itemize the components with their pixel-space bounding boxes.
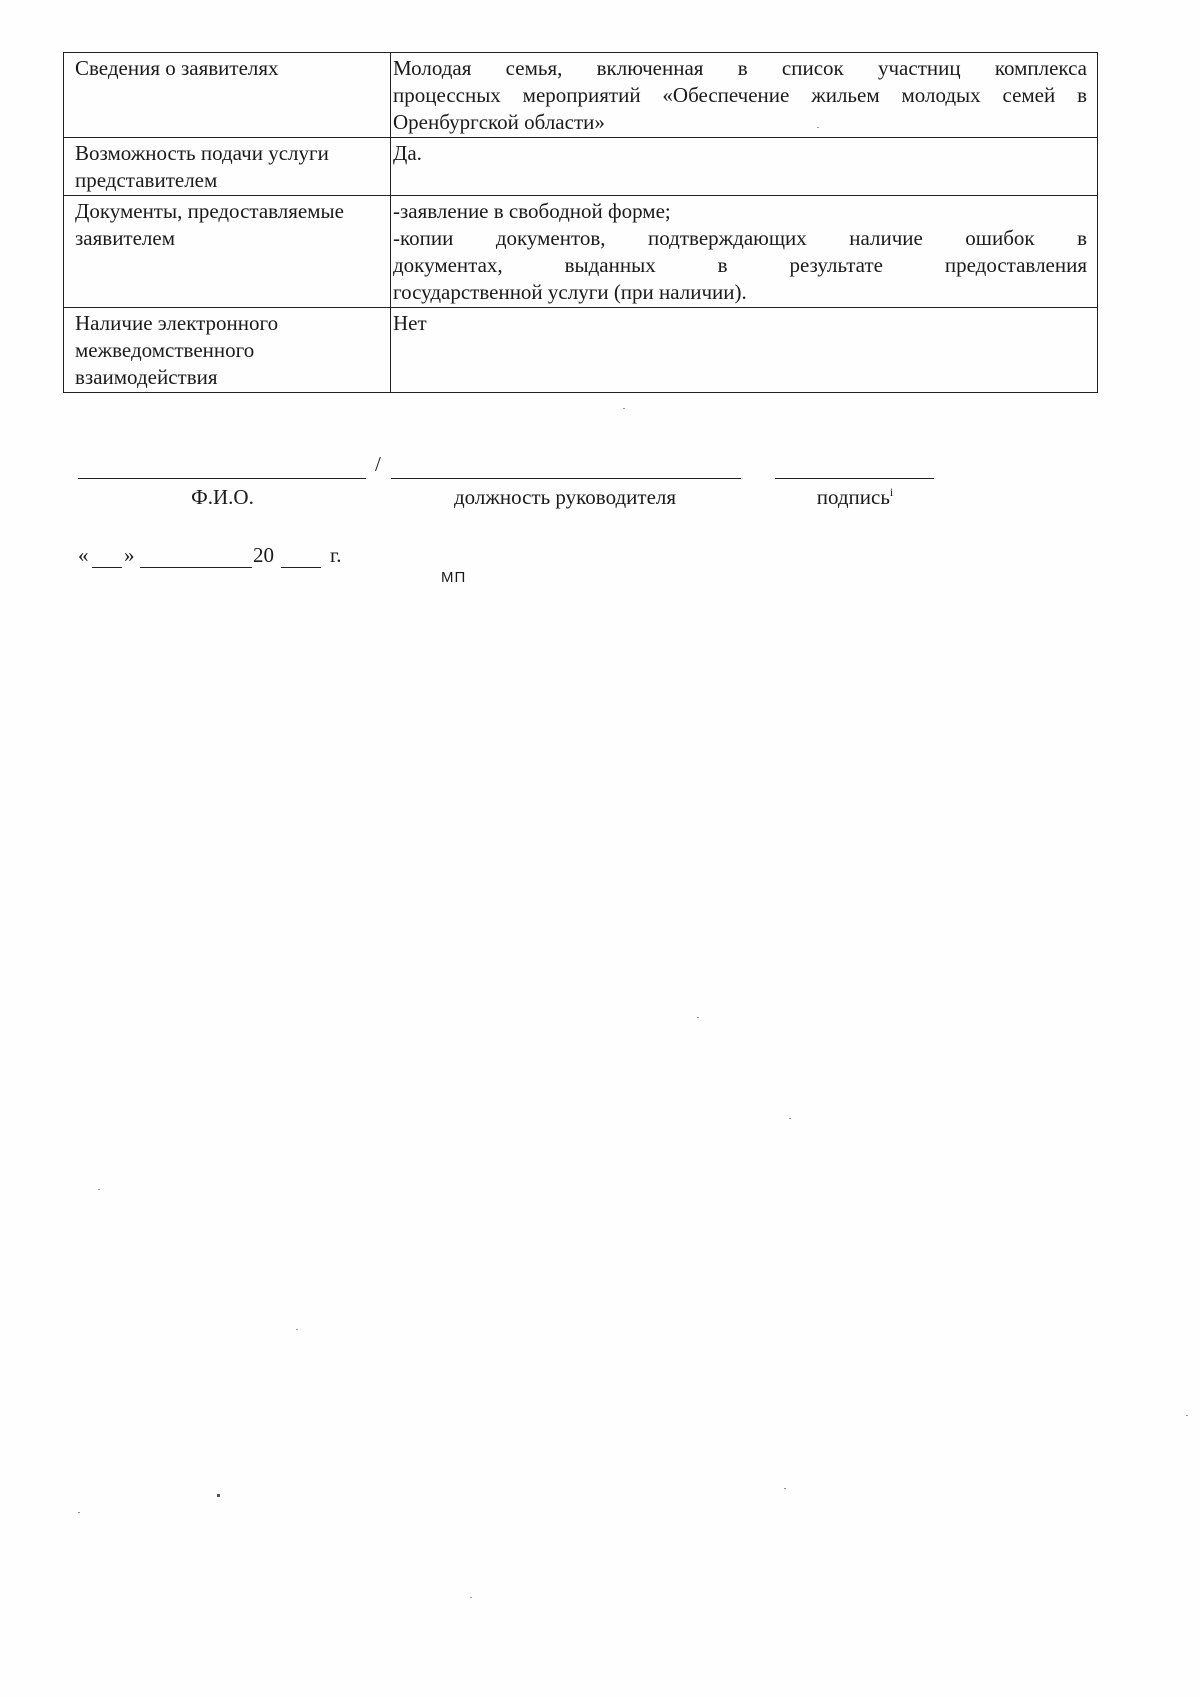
scan-speck xyxy=(623,408,625,409)
row-value xyxy=(391,53,1098,138)
row-value xyxy=(391,196,1098,308)
table-row xyxy=(64,196,1098,308)
value-line: Да. xyxy=(393,141,422,165)
stamp-place-label: МП xyxy=(441,569,467,586)
scan-speck xyxy=(217,1494,220,1497)
row-label: Сведения о заявителях xyxy=(64,53,391,138)
scan-speck xyxy=(470,1597,472,1598)
row-label: Наличие электронного межведомственного взаимодействия xyxy=(64,308,391,393)
signature-blank-line xyxy=(775,478,934,479)
value-line: -копии документов, подтверждающих наличие ошибок в xyxy=(393,226,1087,250)
row-label: Документы, предоставляемые заявителем xyxy=(64,196,391,308)
value-line: Нет xyxy=(393,311,427,335)
value-line: государственной услуги (при наличии). xyxy=(393,280,747,304)
value-line: -заявление в свободной форме; xyxy=(393,199,671,223)
row-value xyxy=(391,308,1098,393)
year-blank-line xyxy=(281,567,321,568)
footnote-mark: i xyxy=(889,485,894,499)
scan-speck xyxy=(78,1512,80,1513)
month-blank-line xyxy=(140,567,252,568)
service-info-table xyxy=(63,52,1098,393)
table-row xyxy=(64,138,1098,196)
scan-speck xyxy=(789,1118,791,1119)
scan-speck xyxy=(697,1017,699,1018)
fio-blank-line xyxy=(78,478,366,479)
scan-speck xyxy=(296,1329,298,1330)
signature-caption-wrap xyxy=(790,485,920,510)
fio-caption: Ф.И.О. xyxy=(191,485,254,509)
table-row xyxy=(64,308,1098,393)
year-suffix: г. xyxy=(330,543,342,567)
scan-speck xyxy=(784,1488,786,1489)
scan-speck xyxy=(817,127,819,128)
date-open-quote: « xyxy=(78,543,89,567)
position-blank-line xyxy=(391,478,741,479)
table-row xyxy=(64,53,1098,138)
position-caption: должность руководителя xyxy=(453,485,677,509)
day-blank-line xyxy=(92,567,122,568)
value-line: Молодая семья, включенная в список участниц комплекса xyxy=(393,56,1087,80)
signature-caption: подпись xyxy=(816,485,890,509)
value-line: Оренбургской области» xyxy=(393,110,605,134)
value-line: документах, выданных в результате предоставления xyxy=(393,253,1087,277)
separator-slash: / xyxy=(375,452,381,476)
scan-speck xyxy=(98,1189,100,1190)
date-close-quote: » xyxy=(124,543,135,567)
scan-speck xyxy=(1186,1415,1188,1416)
year-prefix: 20 xyxy=(253,543,274,567)
row-value xyxy=(391,138,1098,196)
value-line: процессных мероприятий «Обеспечение жильем молодых семей в xyxy=(393,83,1087,107)
row-label: Возможность подачи услуги представителем xyxy=(64,138,391,196)
